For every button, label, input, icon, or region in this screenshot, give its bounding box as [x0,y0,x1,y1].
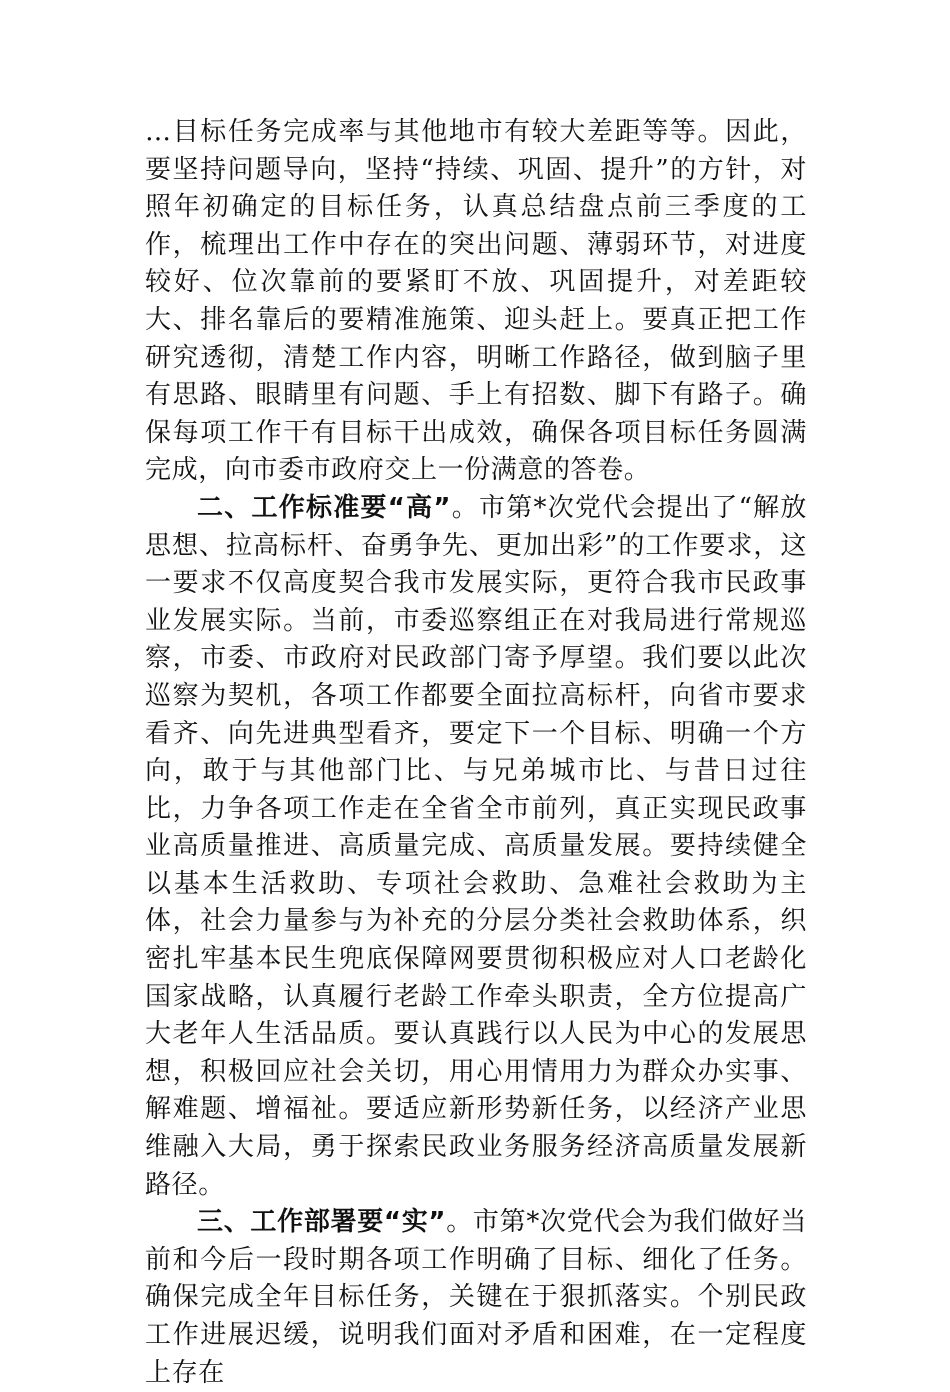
paragraph-2-text: 。市第*次党代会提出了“解放思想、拉高标杆、奋勇争先、更加出彩”的工作要求，这一要求不仅高度契合我市发展实际，更符合我市民政事业发展实际。当前，市委巡察组正在对我局进行常规巡察，市委、市政府对民政部门寄予厚望。我们要以此次巡察为契机，各项工作都要全面拉高标杆，向省市要求看齐、向先进典型看齐，要定下一个目标、明确一个方向，敢于与其他部门比、与兄弟城市比、与昔日过往比，力争各项工作走在全省全市前列，真正实现民政事业高质量推进、高质量完成、高质量发展。要持续健全以基本生活救助、专项社会救助、急难社会救助为主体，社会力量参与为补充的分层分类社会救助体系，织密扎牢基本民生兜底保障网要贯彻积极应对人口老龄化国家战略，认真履行老龄工作牵头职责，全方位提高广大老年人生活品质。要认真践行以人民为中心的发展思想，积极回应社会关切，用心用情用力为群众办实事、解难题、增福祉。要适应新形势新任务，以经济产业思维融入大局，勇于探索民政业务服务经济高质量发展新路径。 [145,492,807,1200]
paragraph-3 [145,1204,807,1392]
section-heading-2: 二、工作标准要“高” [197,492,452,523]
paragraph-3-text: 。市第*次党代会为我们做好当前和今后一段时期各项工作明确了目标、细化了任务。确保完成全年目标任务，关键在于狠抓落实。个别民政工作进展迟缓，说明我们面对矛盾和困难，在一定程度上存在 [145,1207,807,1388]
section-heading-3: 三、工作部署要“实” [197,1207,447,1238]
document-body [145,114,807,1392]
paragraph-1-text: …目标任务完成率与其他地市有较大差距等等。因此，要坚持问题导向，坚持“持续、巩固、提升”的方针，对照年初确定的目标任务，认真总结盘点前三季度的工作，梳理出工作中存在的突出问题、薄弱环节，对进度较好、位次靠前的要紧盯不放、巩固提升，对差距较大、排名靠后的要精准施策、迎头赶上。要真正把工作研究透彻，清楚工作内容，明晰工作路径，做到脑子里有思路、眼睛里有问题、手上有招数、脚下有路子。确保每项工作干有目标干出成效，确保各项目标任务圆满完成，向市委市政府交上一份满意的答卷。 [145,117,807,486]
paragraph-2 [145,490,807,1204]
paragraph-1 [145,114,807,490]
